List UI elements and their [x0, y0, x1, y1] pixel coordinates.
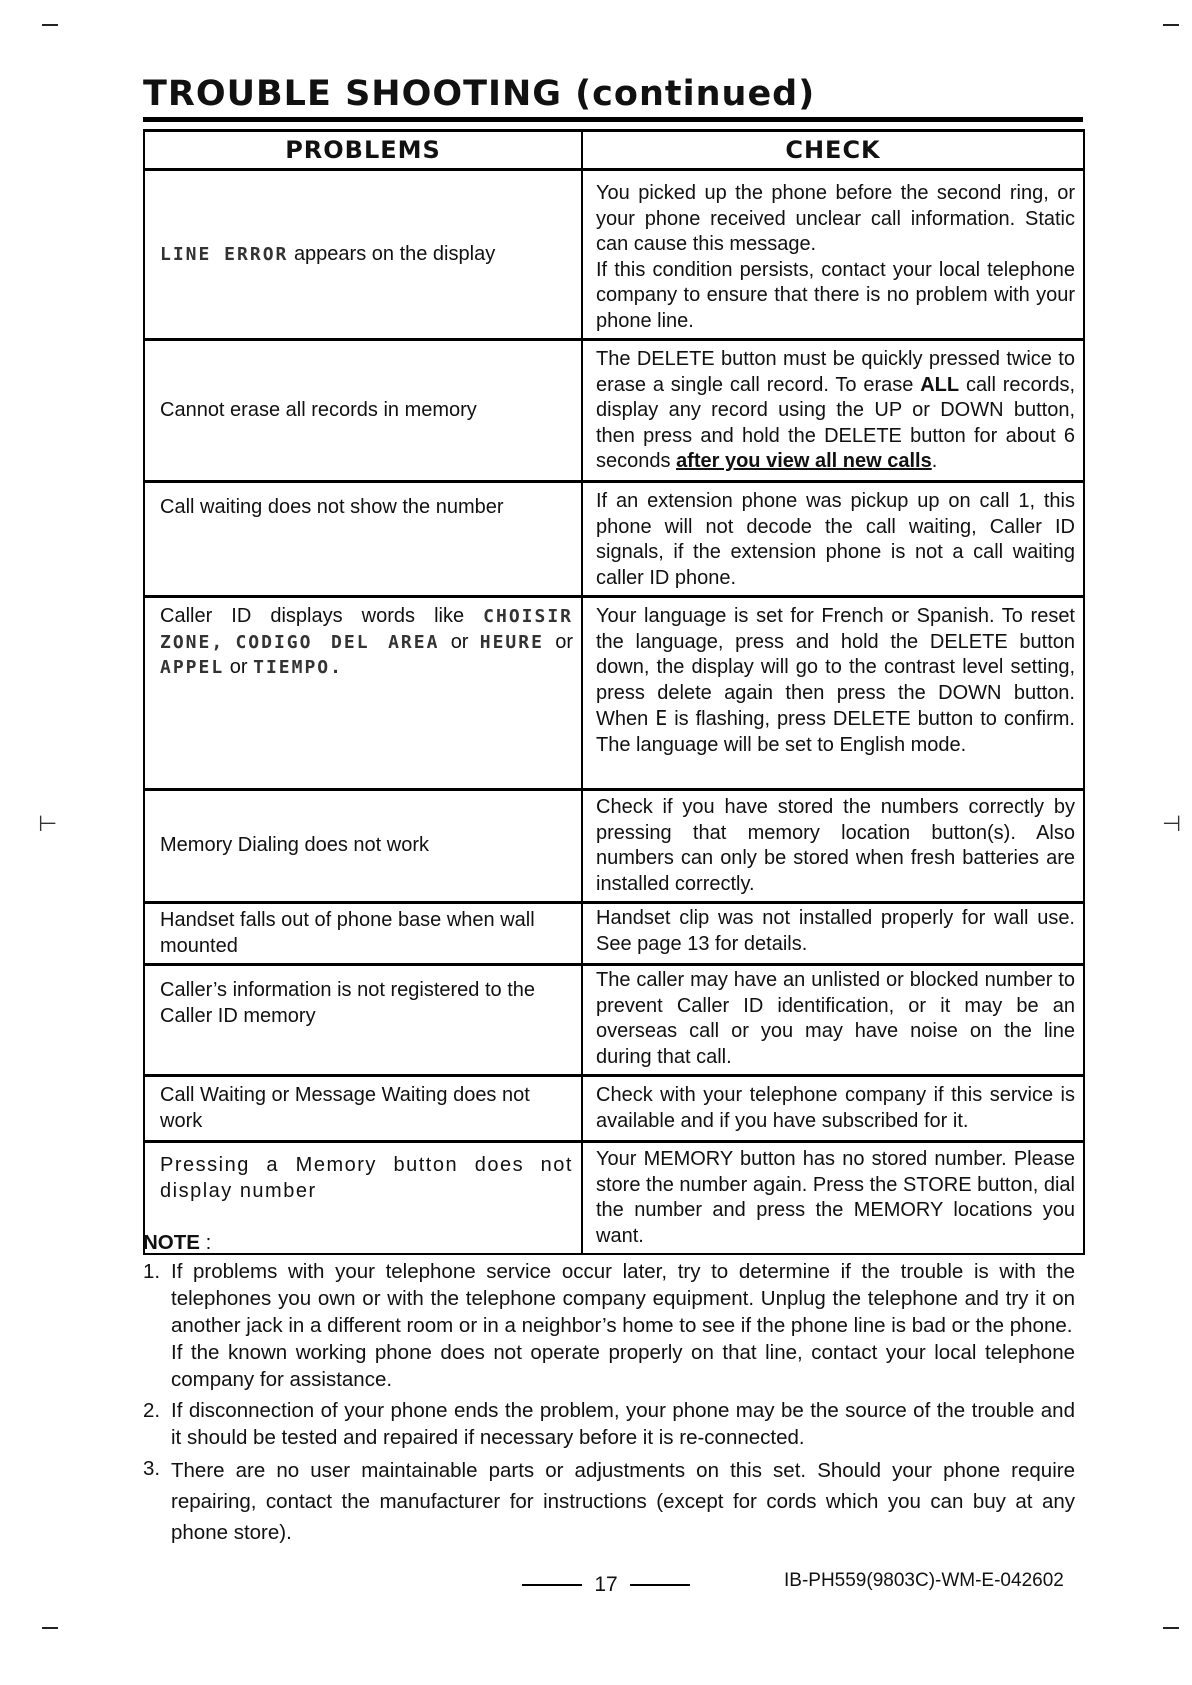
crop-mark-bottom-right	[1163, 1627, 1179, 1629]
problem-cell	[144, 340, 582, 482]
table-row	[144, 482, 1084, 597]
note-list	[143, 1258, 1075, 1548]
lcd-glyph: E	[655, 706, 668, 730]
problem-cell	[144, 903, 582, 965]
check-text: The DELETE button must be quickly pressed twice to erase a single call record. To erase	[596, 348, 1075, 396]
problem-text: Caller’s information is not registered to the Caller ID memory	[160, 979, 535, 1027]
note-item	[143, 1455, 1075, 1548]
note-heading-line	[143, 1229, 1075, 1256]
table-row	[144, 1076, 1084, 1142]
note-number: 1.	[143, 1260, 161, 1283]
note-section	[143, 1229, 1075, 1552]
crop-mark-top-left	[42, 24, 58, 26]
troubleshooting-table	[143, 129, 1085, 1255]
note-text: If disconnection of your phone ends the problem, your phone may be the source of the trouble and it should be tested and repaired if necessary before it is re-connected.	[171, 1399, 1075, 1449]
note-number: 2.	[143, 1399, 161, 1422]
problem-cell	[144, 597, 582, 790]
check-cell	[582, 965, 1084, 1076]
note-colon: :	[205, 1231, 212, 1254]
page-number-dash-right	[630, 1584, 690, 1586]
problem-text: Cannot erase all records in memory	[160, 398, 477, 421]
table-row	[144, 597, 1084, 790]
conjunction-text: or	[450, 630, 469, 653]
check-cell	[582, 170, 1084, 340]
table-row	[144, 170, 1084, 340]
lcd-text: CODIGO DEL AREA	[235, 631, 440, 653]
conjunction-text: or	[555, 630, 573, 653]
page-number: 17	[594, 1573, 618, 1596]
lcd-text: CHOISIR ZONE,	[160, 606, 573, 653]
problem-text: Memory Dialing does not work	[160, 834, 429, 857]
problem-text: Handset falls out of phone base when wall mounted	[160, 909, 535, 957]
column-header-check: CHECK	[582, 131, 1084, 170]
note-text: There are no user maintainable parts or adjustments on this set. Should your phone require repairing, contact the manufacturer for instructions (except for cords which you can buy at any phone store).	[171, 1459, 1075, 1544]
check-text: If an extension phone was pickup up on call 1, this phone will not decode the call waiting, Caller ID signals, if the extension phone is not a call waiting caller ID phone.	[596, 490, 1075, 589]
check-text-2: If this condition persists, contact your local telephone company to ensure that there is no problem with your phone line.	[596, 258, 1075, 332]
problem-text: Call Waiting or Message Waiting does not work	[160, 1084, 530, 1132]
problem-cell	[144, 1076, 582, 1142]
problem-cell	[144, 965, 582, 1076]
problem-cell	[144, 482, 582, 597]
lcd-text: LINE ERROR	[160, 243, 289, 265]
problem-text: Pressing a Memory button does not display number	[160, 1154, 573, 1202]
table-row	[144, 340, 1084, 482]
check-text-2: is flashing, press DELETE button to confirm. The language will be set to English mode.	[596, 708, 1075, 756]
check-text-2: call records, display any record using the UP or DOWN button, then press and hold the DELETE button for about 6 seconds	[596, 373, 1076, 472]
table-row	[144, 965, 1084, 1076]
note-item	[143, 1397, 1075, 1451]
note-heading: NOTE	[143, 1231, 200, 1254]
conjunction-text: or	[229, 656, 248, 678]
note-text: If problems with your telephone service occur later, try to determine if the trouble is with the telephones you own or with the telephone company equipment. Unplug the telephone and try it on another jack in a different room or in a neighbor’s home to see if the phone line is bad or the phone.	[171, 1260, 1075, 1337]
check-cell	[582, 903, 1084, 965]
check-text: Check with your telephone company if this service is available and if you have subscribed for it.	[596, 1084, 1075, 1132]
problem-text: Caller ID displays words like	[160, 605, 465, 627]
registration-mark-right: ⊣	[1162, 812, 1182, 837]
column-header-problems: PROBLEMS	[144, 131, 582, 170]
check-cell	[582, 1076, 1084, 1142]
problem-cell	[144, 790, 582, 903]
crop-mark-top-right	[1163, 24, 1179, 26]
problem-text: Call waiting does not show the number	[160, 496, 504, 518]
registration-mark-left: ⊢	[38, 812, 58, 837]
note-number: 3.	[143, 1457, 161, 1480]
table-header-row	[144, 131, 1084, 170]
lcd-text: TIEMPO.	[253, 657, 343, 678]
check-cell	[582, 790, 1084, 903]
page-title: TROUBLE SHOOTING (continued)	[143, 74, 816, 114]
check-cell	[582, 340, 1084, 482]
check-bold-text: ALL	[920, 373, 960, 396]
check-text: You picked up the phone before the second ring, or your phone received unclear call information. Static can cause this message.	[596, 182, 1075, 255]
check-text: Your language is set for French or Spanish. To reset the language, press and hold the DELETE button down, the display will go to the contrast level setting, press delete again then press the DOWN button. When	[596, 605, 1075, 730]
check-cell	[582, 597, 1084, 790]
check-text: Your MEMORY button has no stored number. Please store the number again. Press the STORE button, dial the number and press the MEMORY locations you want.	[596, 1148, 1075, 1247]
check-text: Handset clip was not installed properly for wall use. See page 13 for details.	[596, 907, 1075, 955]
crop-mark-bottom-left	[42, 1627, 58, 1629]
check-cell	[582, 482, 1084, 597]
problem-cell	[144, 170, 582, 340]
document-code: IB-PH559(9803C)-WM-E-042602	[784, 1570, 1064, 1591]
table-row	[144, 790, 1084, 903]
check-text: Check if you have stored the numbers correctly by pressing that memory location button(s). Also numbers can only be stored when fresh batteries are installed correctly.	[596, 796, 1075, 895]
title-rule	[143, 117, 1083, 122]
check-text-end: .	[931, 450, 938, 472]
table-row	[144, 903, 1084, 965]
lcd-text: HEURE	[479, 631, 544, 653]
problem-text: appears on the display	[293, 242, 496, 265]
check-underlined-text: after you view all new calls	[676, 450, 932, 472]
page-number-dash-left	[522, 1584, 582, 1586]
lcd-text: APPEL	[160, 657, 225, 678]
page-number-footer	[520, 1570, 692, 1600]
note-item	[143, 1258, 1075, 1393]
check-text: The caller may have an unlisted or blocked number to prevent Caller ID identification, or it may be an overseas call or you may have noise on the line during that call.	[596, 969, 1075, 1068]
note-text-2: If the known working phone does not operate properly on that line, contact your local telephone company for assistance.	[171, 1341, 1075, 1391]
